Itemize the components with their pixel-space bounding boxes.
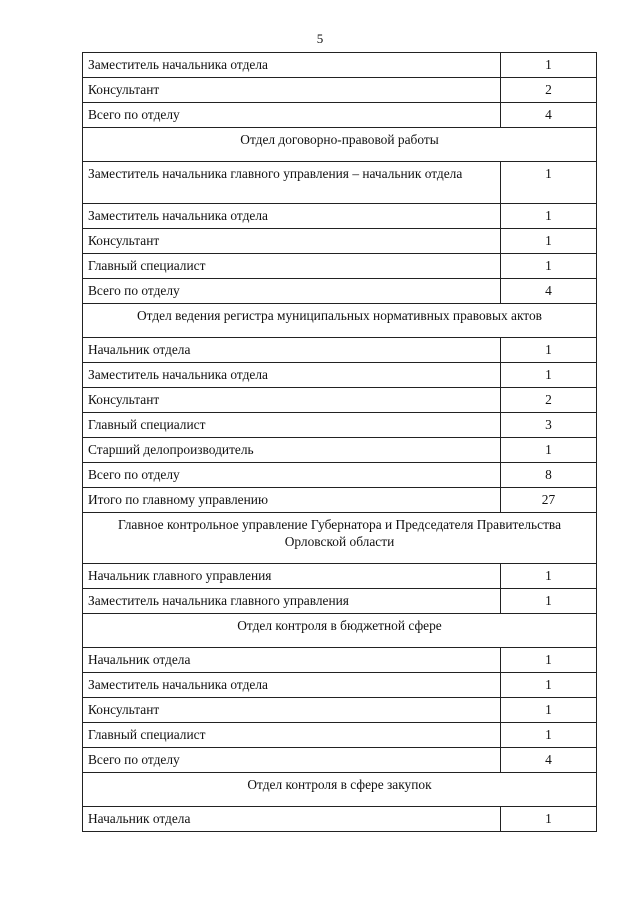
section-header-row: [83, 614, 597, 648]
section-header-row: [83, 773, 597, 807]
staffing-table: [82, 52, 597, 832]
count-cell: 1: [501, 363, 597, 388]
count-cell: 1: [501, 698, 597, 723]
table-row: [83, 103, 597, 128]
table-row: [83, 388, 597, 413]
count-cell: 1: [501, 53, 597, 78]
position-cell: Консультант: [83, 229, 501, 254]
table-row: [83, 463, 597, 488]
position-cell: Консультант: [83, 698, 501, 723]
position-cell: Начальник отдела: [83, 807, 501, 832]
count-cell: 3: [501, 413, 597, 438]
section-title: Главное контрольное управление Губернатора и Председателя Правительства Орловской области: [83, 513, 597, 564]
table-row: [83, 162, 597, 204]
position-cell: Начальник главного управления: [83, 564, 501, 589]
section-header-row: [83, 128, 597, 162]
position-cell: Заместитель начальника отдела: [83, 204, 501, 229]
table-row: [83, 723, 597, 748]
count-cell: 4: [501, 279, 597, 304]
count-cell: 2: [501, 388, 597, 413]
table-row: [83, 229, 597, 254]
position-cell: Итого по главному управлению: [83, 488, 501, 513]
table-row: [83, 363, 597, 388]
table-row: [83, 279, 597, 304]
table-row: [83, 438, 597, 463]
section-title: Отдел договорно-правовой работы: [83, 128, 597, 162]
count-cell: 1: [501, 648, 597, 673]
table-row: [83, 648, 597, 673]
table-row: [83, 204, 597, 229]
table-row: [83, 338, 597, 363]
position-cell: Всего по отделу: [83, 279, 501, 304]
position-cell: Консультант: [83, 388, 501, 413]
position-cell: Главный специалист: [83, 254, 501, 279]
count-cell: 4: [501, 103, 597, 128]
table-row: [83, 673, 597, 698]
position-cell: Заместитель начальника отдела: [83, 53, 501, 78]
section-header-row: [83, 513, 597, 564]
count-cell: 27: [501, 488, 597, 513]
section-title: Отдел ведения регистра муниципальных нормативных правовых актов: [83, 304, 597, 338]
section-title: Отдел контроля в сфере закупок: [83, 773, 597, 807]
position-cell: Заместитель начальника отдела: [83, 673, 501, 698]
count-cell: 1: [501, 254, 597, 279]
table-row: [83, 53, 597, 78]
table-row: [83, 413, 597, 438]
position-cell: Заместитель начальника главного управления – начальник отдела: [83, 162, 501, 204]
table-row: [83, 748, 597, 773]
count-cell: 8: [501, 463, 597, 488]
count-cell: 1: [501, 229, 597, 254]
count-cell: 1: [501, 204, 597, 229]
position-cell: Начальник отдела: [83, 648, 501, 673]
position-cell: Заместитель начальника отдела: [83, 363, 501, 388]
section-title: Отдел контроля в бюджетной сфере: [83, 614, 597, 648]
section-header-row: [83, 304, 597, 338]
count-cell: 1: [501, 564, 597, 589]
count-cell: 1: [501, 723, 597, 748]
position-cell: Консультант: [83, 78, 501, 103]
position-cell: Главный специалист: [83, 723, 501, 748]
staffing-table-body: [83, 53, 597, 832]
count-cell: 2: [501, 78, 597, 103]
position-cell: Всего по отделу: [83, 463, 501, 488]
count-cell: 1: [501, 589, 597, 614]
count-cell: 1: [501, 162, 597, 204]
page-number: 5: [316, 31, 324, 46]
position-cell: Всего по отделу: [83, 748, 501, 773]
position-cell: Всего по отделу: [83, 103, 501, 128]
count-cell: 4: [501, 748, 597, 773]
table-row: [83, 254, 597, 279]
count-cell: 1: [501, 338, 597, 363]
position-cell: Начальник отдела: [83, 338, 501, 363]
position-cell: Главный специалист: [83, 413, 501, 438]
count-cell: 1: [501, 673, 597, 698]
table-row: [83, 589, 597, 614]
count-cell: 1: [501, 807, 597, 832]
count-cell: 1: [501, 438, 597, 463]
position-cell: Старший делопроизводитель: [83, 438, 501, 463]
table-row: [83, 807, 597, 832]
table-row: [83, 564, 597, 589]
table-row: [83, 488, 597, 513]
table-row: [83, 78, 597, 103]
position-cell: Заместитель начальника главного управления: [83, 589, 501, 614]
table-row: [83, 698, 597, 723]
